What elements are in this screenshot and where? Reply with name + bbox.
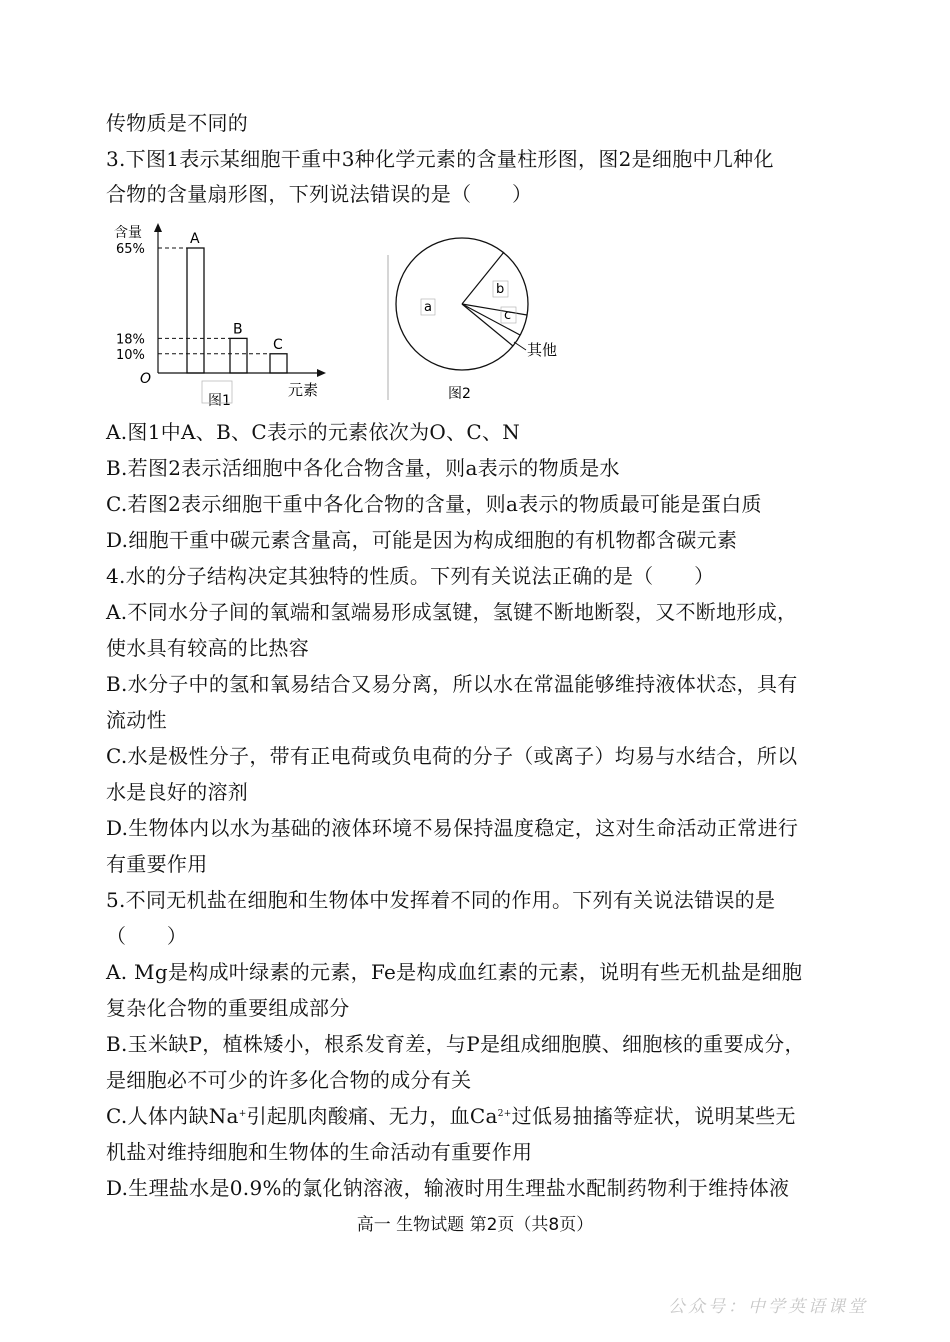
y-tick-label: 65% [116,242,145,257]
question-3-stem: 合物的含量扇形图，下列说法错误的是（ ） [106,182,533,206]
question-5-stem: 5.不同无机盐在细胞和生物体中发挥着不同的作用。下列有关说法错误的是 [106,888,776,912]
watermark: 公众号：中学英语课堂 [668,1297,868,1317]
pie-label-other: 其他 [527,341,558,359]
option-4d: 有重要作用 [106,852,208,876]
question-5-stem: （ ） [106,924,188,948]
option-5c-part: C.人体内缺Na [106,1104,239,1128]
bar-label: B [233,321,243,338]
leader-line [514,342,526,350]
option-5c-part: 过低易抽搐等症状，说明某些无 [511,1104,796,1128]
x-axis-arrow [317,369,326,377]
option-5a: A. Mg是构成叶绿素的元素，Fe是构成血红素的元素，说明有些无机盐是细胞 [106,960,803,984]
fig1-caption: 图1 [208,393,231,409]
option-4b: 流动性 [106,708,167,732]
superscript: + [238,1109,247,1119]
page-footer: 高一 生物试题 第2页（共8页） [356,1215,594,1235]
option-5c: 机盐对维持细胞和生物体的生命活动有重要作用 [106,1140,533,1164]
option-5c [106,1102,796,1130]
y-axis-arrow [154,223,162,232]
figure-area [100,215,570,415]
option-5b: 是细胞必不可少的许多化合物的成分有关 [106,1068,472,1092]
option-4b: B.水分子中的氢和氧易结合又易分离，所以水在常温能够维持液体状态，具有 [106,672,798,696]
option-3d: D.细胞干重中碳元素含量高，可能是因为构成细胞的有机物都含碳元素 [106,528,738,552]
pie-label-a: a [424,300,432,315]
pie-label-c: c [504,308,512,323]
option-5a: 复杂化合物的重要组成部分 [106,996,350,1020]
option-4c: 水是良好的溶剂 [106,780,249,804]
y-tick-label: 10% [116,347,145,363]
bar-label: A [190,231,200,247]
option-3a: A.图1中A、B、C表示的元素依次为O、C、N [106,420,521,444]
option-3b: B.若图2表示活细胞中各化合物含量，则a表示的物质是水 [106,456,620,480]
bar-label: C [273,336,283,353]
text-line: 传物质是不同的 [106,111,249,135]
question-3-stem: 3.下图1表示某细胞干重中3种化学元素的含量柱形图，图2是细胞中几种化 [106,147,774,171]
superscript: 2+ [497,1109,512,1119]
bar-chart-fig1 [114,223,326,409]
option-4a: A.不同水分子间的氧端和氢端易形成氢键，氢键不断地断裂，又不断地形成， [106,600,798,624]
bar-C [270,354,287,373]
option-3c: C.若图2表示细胞干重中各化合物的含量，则a表示的物质最可能是蛋白质 [106,492,762,516]
option-4c: C.水是极性分子，带有正电荷或负电荷的分子（或离子）均易与水结合，所以 [106,744,798,768]
ylabel: 含量 [114,225,142,241]
question-4-stem: 4.水的分子结构决定其独特的性质。下列有关说法正确的是（ ） [106,564,715,588]
fig2-caption: 图2 [448,386,471,402]
option-5d: D.生理盐水是0.9%的氯化钠溶液，输液时用生理盐水配制药物利于维持体液 [106,1176,790,1200]
figures-svg [100,215,570,415]
option-4d: D.生物体内以水为基础的液体环境不易保持温度稳定，这对生命活动正常进行 [106,816,799,840]
pie-chart-fig2 [396,238,557,402]
pie-label-b: b [496,282,505,297]
option-5b: B.玉米缺P，植株矮小，根系发育差，与P是组成细胞膜、细胞核的重要成分， [106,1032,805,1056]
xlabel: 元素 [288,381,319,399]
y-tick-label: 18% [116,332,145,348]
origin-label: O [140,371,152,387]
bar-B [230,338,247,373]
option-4a: 使水具有较高的比热容 [106,636,309,660]
option-5c-part: 引起肌肉酸痛、无力，血Ca [246,1104,498,1128]
